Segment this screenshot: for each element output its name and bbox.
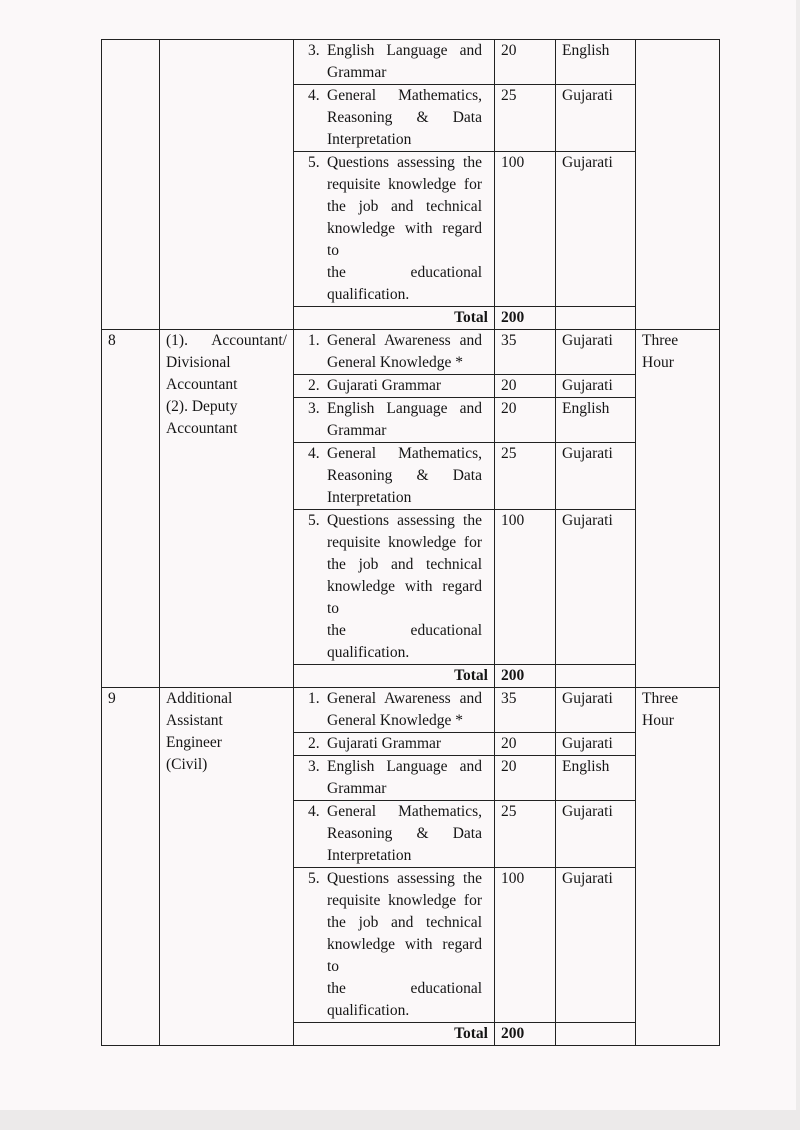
subject-line: Reasoning & Data xyxy=(327,109,482,126)
subject-number: 3. xyxy=(308,42,320,59)
subject-line: qualification. xyxy=(327,644,410,661)
subject-line: English Language and xyxy=(327,758,482,775)
subject-line: Interpretation xyxy=(327,847,412,864)
marks-cell: 25 xyxy=(495,443,556,510)
table-row xyxy=(102,40,720,85)
subject-line: Grammar xyxy=(327,422,387,439)
subject-line: Reasoning & Data xyxy=(327,467,482,484)
subject-cell xyxy=(294,733,495,756)
medium-cell: English xyxy=(556,398,636,443)
medium-cell: English xyxy=(556,40,636,85)
subject-line: General Awareness and xyxy=(327,332,482,349)
subject-number: 4. xyxy=(308,803,320,820)
subject-line: Interpretation xyxy=(327,489,412,506)
subject-number: 1. xyxy=(308,690,320,707)
serial-number-cell xyxy=(102,40,160,330)
subject-line: English Language and xyxy=(327,42,482,59)
total-label: Total xyxy=(294,1023,495,1046)
medium-cell: Gujarati xyxy=(556,85,636,152)
marks-cell: 100 xyxy=(495,152,556,307)
subject-line: the job and technical xyxy=(327,556,482,573)
post-name-line: (Civil) xyxy=(166,756,208,773)
subject-line: General Mathematics, xyxy=(327,803,482,820)
medium-cell: Gujarati xyxy=(556,330,636,375)
marks-cell: 100 xyxy=(495,510,556,665)
post-name-line: Divisional xyxy=(166,354,231,371)
subject-line: General Knowledge * xyxy=(327,354,464,371)
table-row xyxy=(102,330,720,375)
subject-line: the educational xyxy=(327,264,482,281)
subject-line: requisite knowledge for xyxy=(327,892,482,909)
marks-cell: 20 xyxy=(495,375,556,398)
subject-number: 5. xyxy=(308,870,320,887)
marks-cell: 25 xyxy=(495,801,556,868)
medium-cell: Gujarati xyxy=(556,688,636,733)
subject-number: 1. xyxy=(308,332,320,349)
subject-line: the educational xyxy=(327,622,482,639)
post-name-line: (1). Accountant/ xyxy=(166,332,287,349)
subject-number: 5. xyxy=(308,512,320,529)
subject-line: Reasoning & Data xyxy=(327,825,482,842)
marks-cell: 20 xyxy=(495,756,556,801)
subject-line: qualification. xyxy=(327,286,410,303)
subject-line: General Knowledge * xyxy=(327,712,464,729)
marks-cell: 25 xyxy=(495,85,556,152)
serial-number-cell: 8 xyxy=(102,330,160,688)
post-name-line: (2). Deputy xyxy=(166,398,238,415)
empty-cell xyxy=(556,665,636,688)
subject-cell xyxy=(294,330,495,375)
page-edge xyxy=(796,0,800,1130)
serial-number-cell: 9 xyxy=(102,688,160,1046)
subject-line: Gujarati Grammar xyxy=(327,735,442,752)
subject-number: 4. xyxy=(308,87,320,104)
subject-line: General Mathematics, xyxy=(327,445,482,462)
page-edge xyxy=(0,1110,800,1130)
post-name-line: Accountant xyxy=(166,376,238,393)
post-name-line: Accountant xyxy=(166,420,238,437)
subject-line: Interpretation xyxy=(327,131,412,148)
subject-line: General Mathematics, xyxy=(327,87,482,104)
subject-line: Grammar xyxy=(327,64,387,81)
post-name-line: Additional xyxy=(166,690,233,707)
subject-line: Gujarati Grammar xyxy=(327,377,442,394)
subject-number: 5. xyxy=(308,154,320,171)
duration-cell xyxy=(636,40,720,330)
marks-cell: 100 xyxy=(495,868,556,1023)
duration-cell: Three Hour xyxy=(636,330,720,688)
subject-cell xyxy=(294,40,495,85)
medium-cell: Gujarati xyxy=(556,443,636,510)
subject-line: knowledge with regard to xyxy=(327,220,482,259)
subject-line: English Language and xyxy=(327,400,482,417)
subject-line: Questions assessing the xyxy=(327,512,482,529)
post-name-line: Engineer xyxy=(166,734,222,751)
subject-line: knowledge with regard to xyxy=(327,578,482,617)
medium-cell: Gujarati xyxy=(556,868,636,1023)
subject-cell xyxy=(294,756,495,801)
medium-cell: Gujarati xyxy=(556,510,636,665)
post-name-line: Assistant xyxy=(166,712,223,729)
post-name-cell xyxy=(160,688,294,1046)
medium-cell: Gujarati xyxy=(556,733,636,756)
total-label: Total xyxy=(294,665,495,688)
subject-cell xyxy=(294,510,495,665)
medium-cell: Gujarati xyxy=(556,152,636,307)
subject-number: 4. xyxy=(308,445,320,462)
post-name-cell xyxy=(160,40,294,330)
subject-line: the job and technical xyxy=(327,914,482,931)
medium-cell: Gujarati xyxy=(556,801,636,868)
subject-cell xyxy=(294,868,495,1023)
medium-cell: English xyxy=(556,756,636,801)
subject-line: General Awareness and xyxy=(327,690,482,707)
subject-line: requisite knowledge for xyxy=(327,176,482,193)
subject-number: 3. xyxy=(308,758,320,775)
subject-cell xyxy=(294,85,495,152)
subject-cell xyxy=(294,375,495,398)
subject-line: the job and technical xyxy=(327,198,482,215)
exam-syllabus-table xyxy=(101,39,720,1046)
subject-line: knowledge with regard to xyxy=(327,936,482,975)
subject-line: qualification. xyxy=(327,1002,410,1019)
subject-line: Grammar xyxy=(327,780,387,797)
marks-cell: 35 xyxy=(495,688,556,733)
subject-number: 2. xyxy=(308,377,320,394)
marks-cell: 20 xyxy=(495,733,556,756)
subject-cell xyxy=(294,801,495,868)
subject-cell xyxy=(294,688,495,733)
medium-cell: Gujarati xyxy=(556,375,636,398)
empty-cell xyxy=(556,1023,636,1046)
total-value: 200 xyxy=(495,665,556,688)
post-name-cell xyxy=(160,330,294,688)
total-value: 200 xyxy=(495,307,556,330)
subject-cell xyxy=(294,443,495,510)
empty-cell xyxy=(556,307,636,330)
subject-cell xyxy=(294,398,495,443)
subject-line: Questions assessing the xyxy=(327,154,482,171)
subject-line: requisite knowledge for xyxy=(327,534,482,551)
marks-cell: 20 xyxy=(495,40,556,85)
total-value: 200 xyxy=(495,1023,556,1046)
marks-cell: 20 xyxy=(495,398,556,443)
subject-line: Questions assessing the xyxy=(327,870,482,887)
subject-line: the educational xyxy=(327,980,482,997)
subject-number: 3. xyxy=(308,400,320,417)
table-row xyxy=(102,688,720,733)
total-label: Total xyxy=(294,307,495,330)
marks-cell: 35 xyxy=(495,330,556,375)
table-body xyxy=(102,40,720,1046)
subject-cell xyxy=(294,152,495,307)
duration-cell: Three Hour xyxy=(636,688,720,1046)
subject-number: 2. xyxy=(308,735,320,752)
